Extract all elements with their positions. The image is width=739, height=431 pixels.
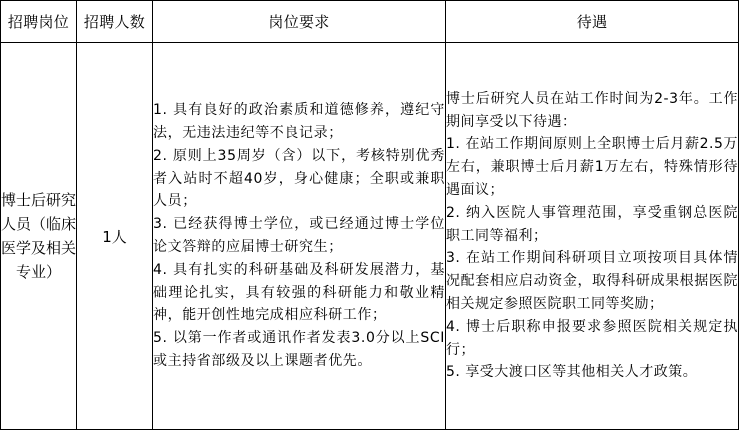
table-row	[1, 43, 739, 430]
header-row	[1, 1, 739, 43]
benefit-item-1: 1. 在站工作期间原则上全职博士后月薪2.5万左右，兼职博士后月薪1万左右，特殊情形待遇面议；	[446, 136, 738, 198]
cell-benefits	[446, 43, 739, 430]
cell-count: 1人	[77, 43, 153, 430]
benefit-intro: 博士后研究人员在站工作时间为2-3年。工作期间享受以下待遇：	[446, 90, 738, 130]
benefit-item-4: 4. 博士后职称申报要求参照医院相关规定执行；	[446, 318, 738, 358]
cell-position: 博士后研究人员（临床医学及相关专业）	[1, 43, 77, 430]
requirement-item-4: 4. 具有扎实的科研基础及科研发展潜力，基础理论扎实，具有较强的科研能力和敬业精神，能开创性地完成相应科研工作；	[153, 261, 445, 324]
requirement-item-1: 1. 具有良好的政治素质和道德修养，遵纪守法，无违法违纪等不良记录；	[153, 102, 445, 142]
benefit-item-2: 2. 纳入医院人事管理范围，享受重钢总医院职工同等福利；	[446, 204, 738, 244]
cell-requirements	[153, 43, 446, 430]
header-count: 招聘人数	[77, 1, 153, 43]
requirement-item-3: 3. 已经获得博士学位，或已经通过博士学位论文答辩的应届博士研究生；	[153, 216, 445, 255]
requirement-item-5: 5. 以第一作者或通讯作者发表3.0分以上SCI或主持省部级及以上课题者优先。	[153, 330, 445, 369]
header-requirements: 岗位要求	[153, 1, 446, 43]
benefit-item-5: 5. 享受大渡口区等其他相关人才政策。	[446, 364, 698, 381]
benefit-item-3: 3. 在站工作期间科研项目立项按项目具体情况配套相应启动资金，取得科研成果根据医院相关规定参照医院职工同等奖励；	[446, 250, 738, 312]
header-benefits: 待遇	[446, 1, 739, 43]
requirement-item-2: 2. 原则上35周岁（含）以下，考核特别优秀者入站时不超40岁，身心健康；全职或兼职人员；	[153, 147, 445, 210]
header-position: 招聘岗位	[1, 1, 77, 43]
